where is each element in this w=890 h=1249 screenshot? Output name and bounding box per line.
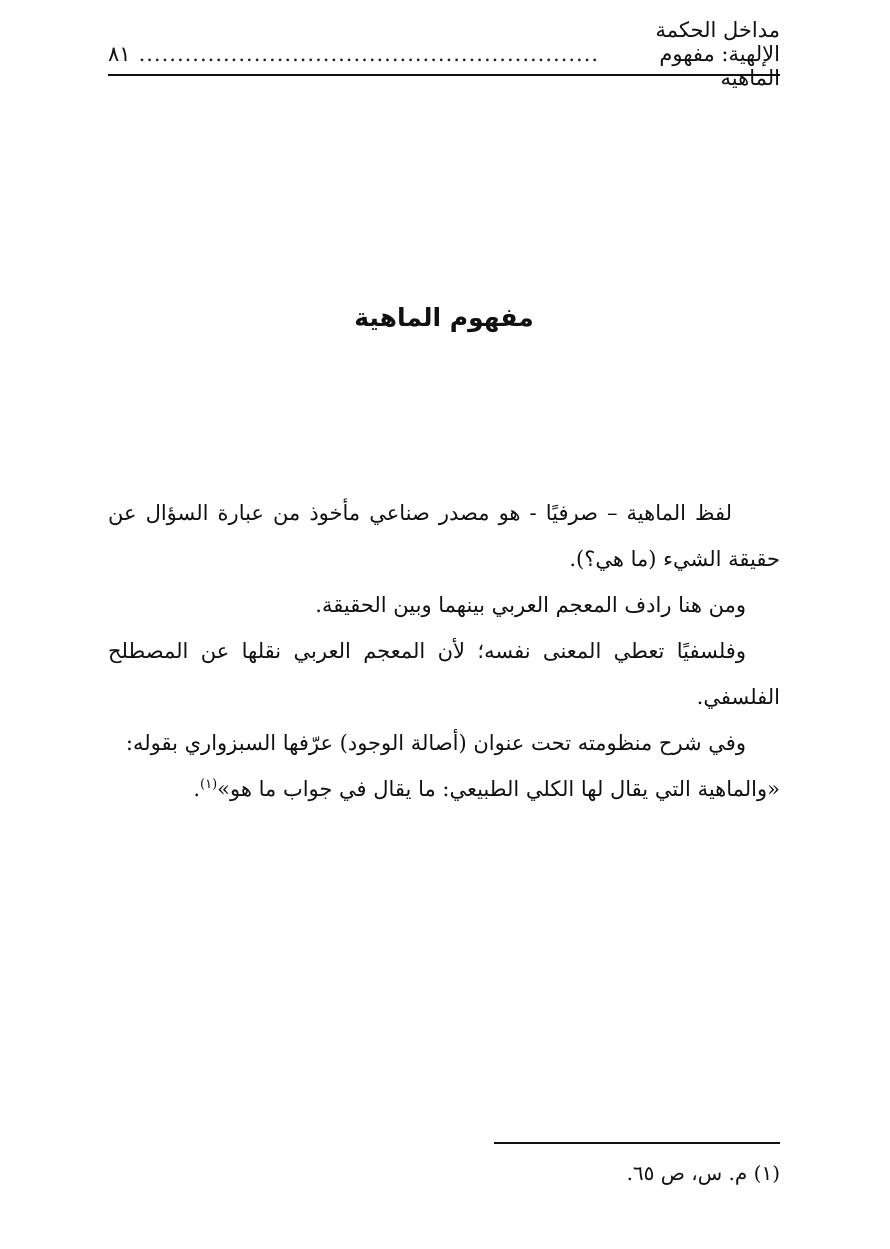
- paragraph-1: لفظ الماهية – صرفيًا - هو مصدر صناعي مأخوذ من عبارة السؤال عن حقيقة الشيء (ما هي؟).: [108, 501, 780, 571]
- running-header: [108, 18, 780, 90]
- paragraph-4: وفي شرح منظومته تحت عنوان (أصالة الوجود) عرّفها السبزواري بقوله:: [125, 731, 746, 755]
- paragraph-2: ومن هنا رادف المعجم العربي بينهما وبين الحقيقة.: [315, 593, 746, 617]
- quote-end: .: [193, 777, 201, 801]
- footnote-reference[interactable]: (١): [200, 777, 218, 792]
- quote-paragraph: [108, 766, 780, 812]
- leader-dots: ............................................................: [138, 42, 600, 66]
- footnote-divider: [494, 1142, 780, 1144]
- body-text: [108, 490, 780, 812]
- paragraph-3: وفلسفيًا تعطي المعنى نفسه؛ لأن المعجم العربي نقلها عن المصطلح الفلسفي.: [108, 639, 780, 709]
- quote-text: «والماهية التي يقال لها الكلي الطبيعي: ما يقال في جواب ما هو»: [217, 777, 780, 801]
- footnote-text: (١) م. س، ص ٦٥.: [626, 1161, 780, 1185]
- running-header-title: مداخل الحكمة الإلهية: مفهوم الماهية: [655, 18, 780, 90]
- page-number: ٨١: [108, 42, 131, 66]
- chapter-title: مفهوم الماهية: [354, 303, 534, 332]
